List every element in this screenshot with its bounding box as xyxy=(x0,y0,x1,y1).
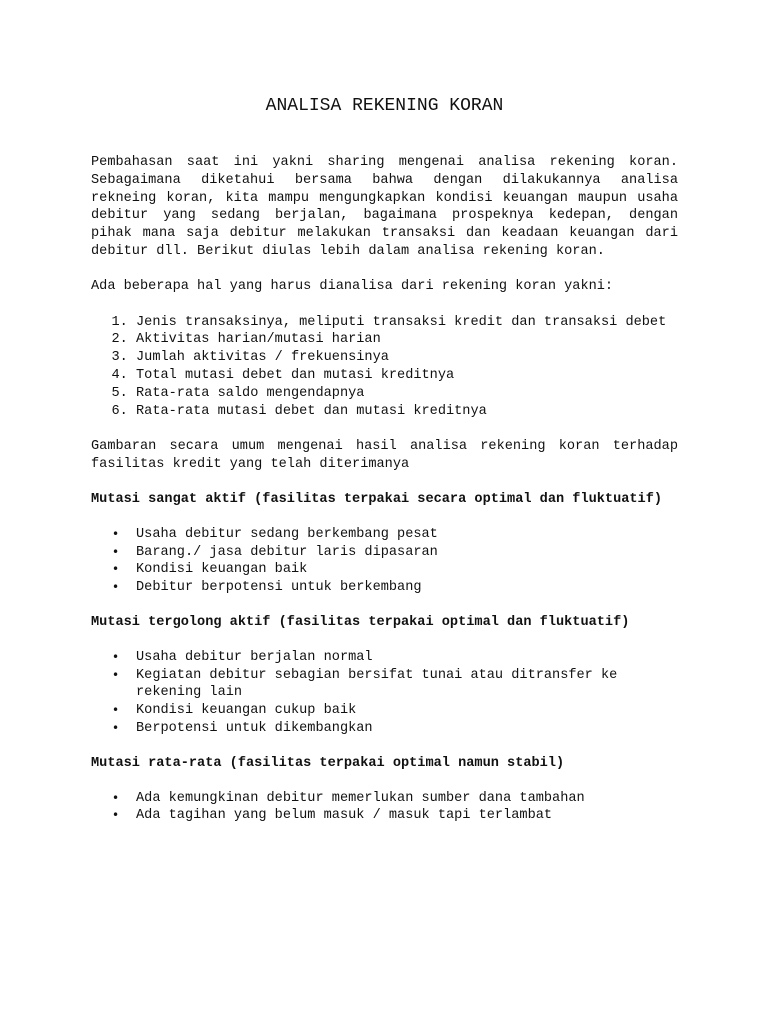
analysis-list xyxy=(91,314,678,421)
section-heading: Mutasi tergolong aktif (fasilitas terpakai optimal dan fluktuatif) xyxy=(91,614,630,630)
list-item: • Debitur berpotensi untuk berkembang xyxy=(136,579,678,597)
list-item: 6. Rata-rata mutasi debet dan mutasi kreditnya xyxy=(136,403,678,421)
list-item: • Usaha debitur sedang berkembang pesat xyxy=(136,526,678,544)
overview-paragraph: Gambaran secara umum mengenai hasil analisa rekening koran terhadap fasilitas kredit yang telah diterimanya xyxy=(91,439,678,473)
list-item: • Ada tagihan yang belum masuk / masuk tapi terlambat xyxy=(136,807,678,825)
section-heading: Mutasi rata-rata (fasilitas terpakai optimal namun stabil) xyxy=(91,755,565,771)
bullet-list xyxy=(91,526,678,597)
list-item: 5. Rata-rata saldo mengendapnya xyxy=(136,385,678,403)
bullet-list xyxy=(91,790,678,826)
lead-paragraph: Ada beberapa hal yang harus dianalisa dari rekening koran yakni: xyxy=(91,278,614,294)
list-item: • Kondisi keuangan baik xyxy=(136,561,678,579)
list-item: 4. Total mutasi debet dan mutasi kreditnya xyxy=(136,367,678,385)
list-item: • Kondisi keuangan cukup baik xyxy=(136,702,678,720)
document-title: ANALISA REKENING KORAN xyxy=(265,96,504,116)
list-item: 1. Jenis transaksinya, meliputi transaksi kredit dan transaksi debet xyxy=(136,314,678,332)
document-page xyxy=(91,95,678,825)
list-item: • Ada kemungkinan debitur memerlukan sumber dana tambahan xyxy=(136,790,678,808)
list-item: • Barang./ jasa debitur laris dipasaran xyxy=(136,544,678,562)
list-item: 3. Jumlah aktivitas / frekuensinya xyxy=(136,349,678,367)
list-item: • Kegiatan debitur sebagian bersifat tunai atau ditransfer ke rekening lain xyxy=(136,667,678,703)
intro-paragraph: Pembahasan saat ini yakni sharing mengenai analisa rekening koran. Sebagaimana diketahui bersama bahwa dengan dilakukannya analisa rekneing koran, kita mampu mengungkapkan kondisi keuangan maupun usaha debitur yang sedang berjalan, bagaimana prospeknya kedepan, dengan pihak mana saja debitur melakukan transaksi dan keadaan keuangan dari debitur dll. Berikut diulas lebih dalam analisa rekening koran. xyxy=(91,155,678,259)
bullet-list xyxy=(91,649,678,738)
list-item: • Berpotensi untuk dikembangkan xyxy=(136,720,678,738)
list-item: 2. Aktivitas harian/mutasi harian xyxy=(136,331,678,349)
section-heading: Mutasi sangat aktif (fasilitas terpakai secara optimal dan fluktuatif) xyxy=(91,491,663,507)
list-item: • Usaha debitur berjalan normal xyxy=(136,649,678,667)
